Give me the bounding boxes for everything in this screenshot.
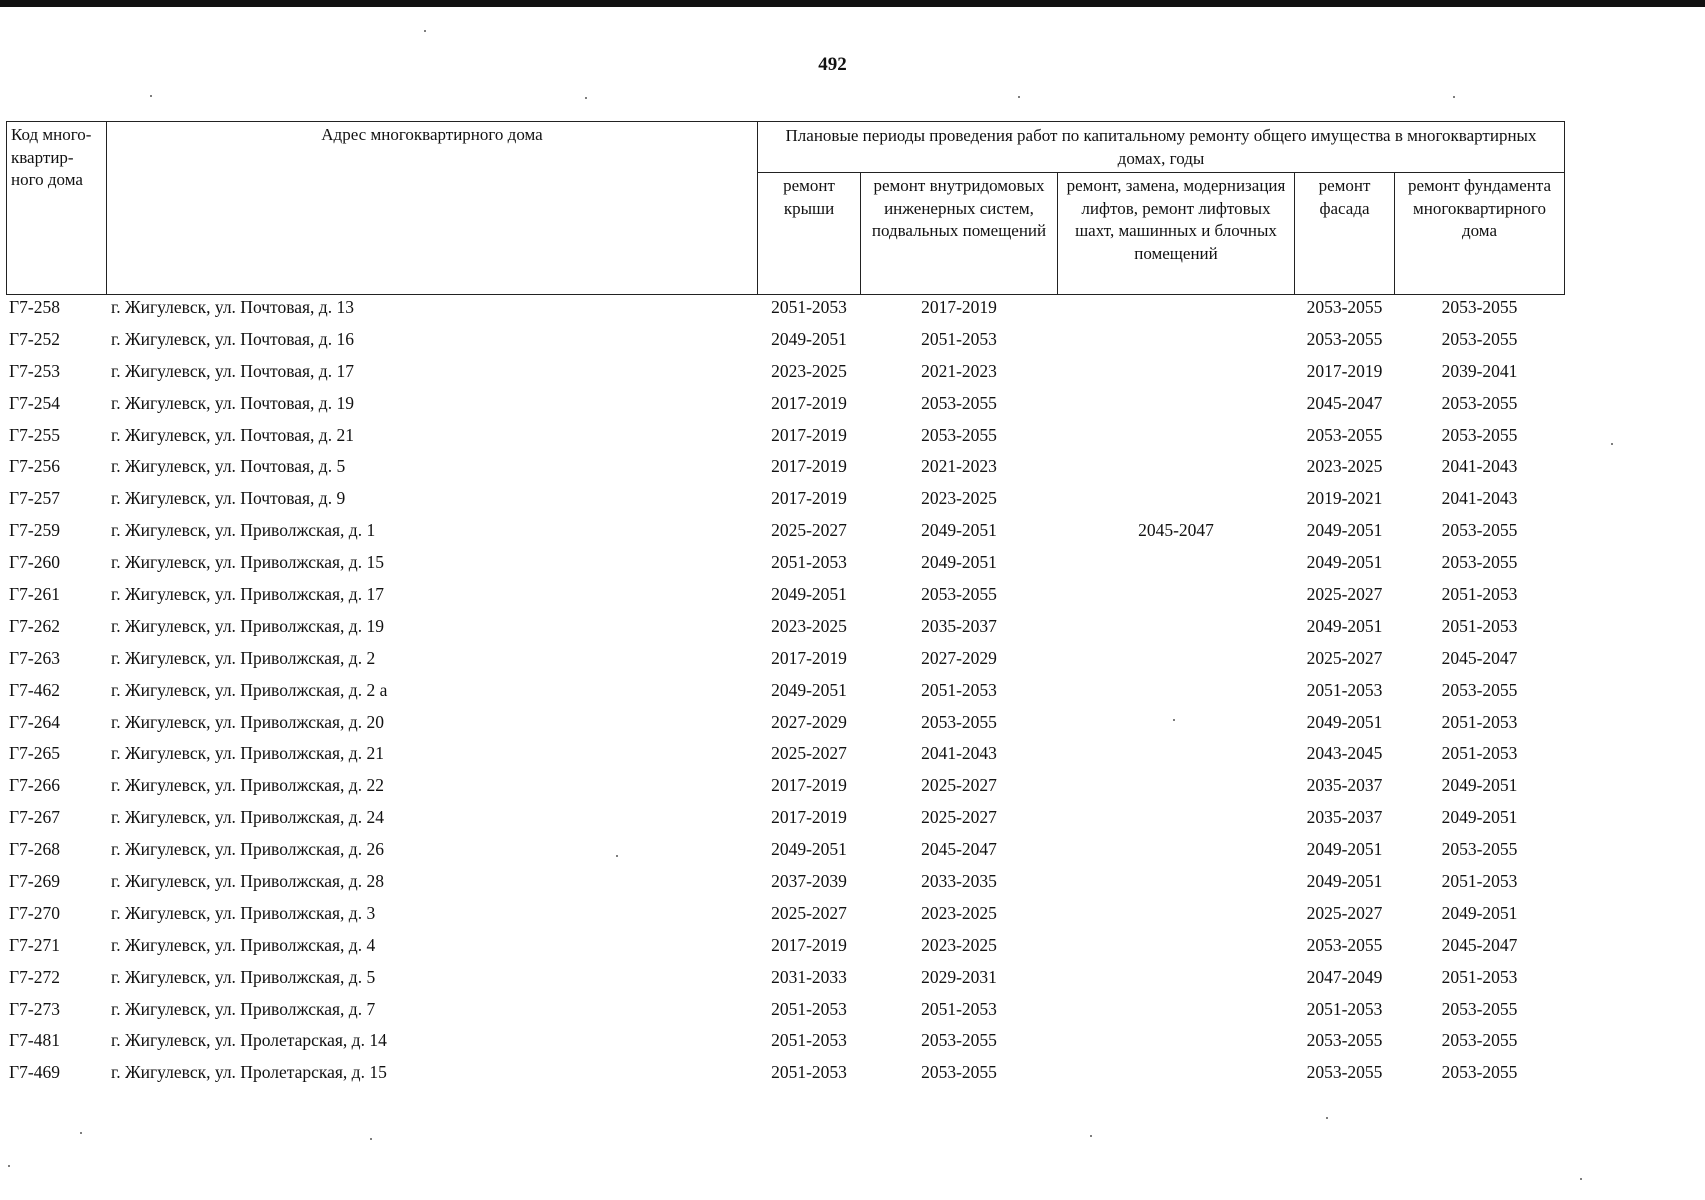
row-facade-period: 2053-2055 xyxy=(1306,424,1383,445)
row-foundation-period: 2053-2055 xyxy=(1441,297,1518,317)
row-address: г. Жигулевск, ул. Приволжская, д. 1 xyxy=(111,520,376,541)
row-foundation-period: 2053-2055 xyxy=(1441,679,1518,700)
table-body xyxy=(0,296,1705,1093)
table-row xyxy=(0,966,1705,998)
scan-speck xyxy=(1580,1178,1582,1180)
row-engineering-period: 2049-2051 xyxy=(921,520,997,541)
row-roof-period: 2037-2039 xyxy=(771,871,847,892)
row-facade-period: 2051-2053 xyxy=(1306,998,1383,1019)
row-engineering-period: 2025-2027 xyxy=(921,807,997,828)
row-roof-period: 2017-2019 xyxy=(771,456,847,477)
table-row xyxy=(0,392,1705,424)
row-facade-period: 2049-2051 xyxy=(1306,839,1383,860)
row-code: Г7-255 xyxy=(9,424,60,445)
row-facade-period: 2025-2027 xyxy=(1306,647,1383,668)
row-code: Г7-272 xyxy=(9,966,60,987)
row-facade-period: 2049-2051 xyxy=(1306,871,1383,892)
row-roof-period: 2023-2025 xyxy=(771,615,847,636)
row-roof-period: 2017-2019 xyxy=(771,775,847,796)
row-address: г. Жигулевск, ул. Приволжская, д. 17 xyxy=(111,584,384,605)
row-facade-period: 2049-2051 xyxy=(1306,615,1383,636)
row-address: г. Жигулевск, ул. Приволжская, д. 2 xyxy=(111,647,376,668)
scan-speck xyxy=(1326,1117,1328,1119)
row-foundation-period: 2053-2055 xyxy=(1441,424,1518,445)
row-foundation-period: 2051-2053 xyxy=(1441,966,1518,987)
row-facade-period: 2025-2027 xyxy=(1306,584,1383,605)
row-address: г. Жигулевск, ул. Приволжская, д. 7 xyxy=(111,998,376,1019)
scan-speck xyxy=(150,95,152,97)
row-engineering-period: 2051-2053 xyxy=(921,328,997,349)
row-code: Г7-258 xyxy=(9,297,60,317)
row-foundation-period: 2049-2051 xyxy=(1441,775,1518,796)
row-foundation-period: 2049-2051 xyxy=(1441,902,1518,923)
row-roof-period: 2017-2019 xyxy=(771,934,847,955)
scan-speck xyxy=(1018,96,1020,98)
row-address: г. Жигулевск, ул. Приволжская, д. 21 xyxy=(111,743,384,764)
row-engineering-period: 2053-2055 xyxy=(921,1030,997,1051)
row-code: Г7-469 xyxy=(9,1062,60,1083)
row-engineering-period: 2053-2055 xyxy=(921,584,997,605)
table-row xyxy=(0,1061,1705,1093)
row-facade-period: 2053-2055 xyxy=(1306,1030,1383,1051)
scan-speck xyxy=(370,1138,372,1140)
table-row xyxy=(0,455,1705,487)
row-foundation-period: 2051-2053 xyxy=(1441,743,1518,764)
row-code: Г7-254 xyxy=(9,392,60,413)
table-row xyxy=(0,742,1705,774)
row-roof-period: 2049-2051 xyxy=(771,584,847,605)
row-foundation-period: 2051-2053 xyxy=(1441,584,1518,605)
table-row xyxy=(0,519,1705,551)
row-engineering-period: 2053-2055 xyxy=(921,711,997,732)
row-address: г. Жигулевск, ул. Почтовая, д. 13 xyxy=(111,297,354,317)
row-address: г. Жигулевск, ул. Почтовая, д. 16 xyxy=(111,328,354,349)
row-address: г. Жигулевск, ул. Приволжская, д. 2 а xyxy=(111,679,388,700)
row-address: г. Жигулевск, ул. Приволжская, д. 24 xyxy=(111,807,384,828)
row-engineering-period: 2053-2055 xyxy=(921,392,997,413)
row-engineering-period: 2053-2055 xyxy=(921,424,997,445)
row-roof-period: 2031-2033 xyxy=(771,966,847,987)
row-facade-period: 2045-2047 xyxy=(1306,392,1383,413)
row-address: г. Жигулевск, ул. Приволжская, д. 19 xyxy=(111,615,384,636)
header-facade-repair: ремонт фасада xyxy=(1294,172,1395,295)
page-number: 492 xyxy=(818,54,847,75)
row-code: Г7-264 xyxy=(9,711,60,732)
row-facade-period: 2049-2051 xyxy=(1306,552,1383,573)
row-roof-period: 2051-2053 xyxy=(771,552,847,573)
row-roof-period: 2051-2053 xyxy=(771,1030,847,1051)
row-foundation-period: 2053-2055 xyxy=(1441,392,1518,413)
row-engineering-period: 2023-2025 xyxy=(921,902,997,923)
row-address: г. Жигулевск, ул. Приволжская, д. 26 xyxy=(111,839,384,860)
row-address: г. Жигулевск, ул. Почтовая, д. 9 xyxy=(111,488,346,509)
scan-speck xyxy=(585,97,587,99)
row-address: г. Жигулевск, ул. Пролетарская, д. 15 xyxy=(111,1062,387,1083)
row-roof-period: 2023-2025 xyxy=(771,360,847,381)
table-row xyxy=(0,424,1705,456)
row-code: Г7-253 xyxy=(9,360,60,381)
row-engineering-period: 2035-2037 xyxy=(921,615,997,636)
row-code: Г7-265 xyxy=(9,743,60,764)
row-foundation-period: 2051-2053 xyxy=(1441,615,1518,636)
row-engineering-period: 2041-2043 xyxy=(921,743,997,764)
row-code: Г7-269 xyxy=(9,871,60,892)
scan-speck xyxy=(1173,719,1175,721)
table-row xyxy=(0,487,1705,519)
row-engineering-period: 2029-2031 xyxy=(921,966,997,987)
row-engineering-period: 2025-2027 xyxy=(921,775,997,796)
row-roof-period: 2017-2019 xyxy=(771,392,847,413)
row-engineering-period: 2053-2055 xyxy=(921,1062,997,1083)
row-facade-period: 2053-2055 xyxy=(1306,934,1383,955)
table-row xyxy=(0,838,1705,870)
scan-speck xyxy=(8,1165,10,1167)
row-facade-period: 2017-2019 xyxy=(1306,360,1383,381)
row-code: Г7-270 xyxy=(9,902,60,923)
row-roof-period: 2017-2019 xyxy=(771,807,847,828)
table-row xyxy=(0,806,1705,838)
row-foundation-period: 2053-2055 xyxy=(1441,1030,1518,1051)
row-roof-period: 2027-2029 xyxy=(771,711,847,732)
row-foundation-period: 2045-2047 xyxy=(1441,934,1518,955)
row-engineering-period: 2023-2025 xyxy=(921,934,997,955)
row-engineering-period: 2033-2035 xyxy=(921,871,997,892)
row-lifts-period: 2045-2047 xyxy=(1138,520,1214,541)
row-engineering-period: 2049-2051 xyxy=(921,552,997,573)
row-engineering-period: 2021-2023 xyxy=(921,456,997,477)
row-address: г. Жигулевск, ул. Почтовая, д. 21 xyxy=(111,424,354,445)
row-address: г. Жигулевск, ул. Почтовая, д. 17 xyxy=(111,360,354,381)
row-foundation-period: 2041-2043 xyxy=(1441,456,1518,477)
row-roof-period: 2025-2027 xyxy=(771,902,847,923)
row-foundation-period: 2053-2055 xyxy=(1441,328,1518,349)
table-row xyxy=(0,1029,1705,1061)
scan-speck xyxy=(1611,443,1613,445)
scan-speck xyxy=(616,855,618,857)
row-roof-period: 2049-2051 xyxy=(771,328,847,349)
row-roof-period: 2025-2027 xyxy=(771,520,847,541)
row-engineering-period: 2027-2029 xyxy=(921,647,997,668)
row-engineering-period: 2017-2019 xyxy=(921,297,997,317)
row-foundation-period: 2049-2051 xyxy=(1441,807,1518,828)
row-address: г. Жигулевск, ул. Приволжская, д. 4 xyxy=(111,934,376,955)
table-row xyxy=(0,679,1705,711)
table-row xyxy=(0,551,1705,583)
row-foundation-period: 2053-2055 xyxy=(1441,1062,1518,1083)
row-address: г. Жигулевск, ул. Почтовая, д. 5 xyxy=(111,456,346,477)
table-row xyxy=(0,615,1705,647)
row-foundation-period: 2053-2055 xyxy=(1441,520,1518,541)
row-foundation-period: 2041-2043 xyxy=(1441,488,1518,509)
table-row xyxy=(0,583,1705,615)
row-address: г. Жигулевск, ул. Приволжская, д. 20 xyxy=(111,711,384,732)
table-row xyxy=(0,774,1705,806)
row-facade-period: 2043-2045 xyxy=(1306,743,1383,764)
table-row xyxy=(0,870,1705,902)
row-roof-period: 2049-2051 xyxy=(771,679,847,700)
row-address: г. Жигулевск, ул. Приволжская, д. 15 xyxy=(111,552,384,573)
row-foundation-period: 2053-2055 xyxy=(1441,552,1518,573)
row-roof-period: 2017-2019 xyxy=(771,488,847,509)
table-row xyxy=(0,902,1705,934)
table-row xyxy=(0,328,1705,360)
row-engineering-period: 2051-2053 xyxy=(921,679,997,700)
row-facade-period: 2051-2053 xyxy=(1306,679,1383,700)
row-code: Г7-257 xyxy=(9,488,60,509)
scan-speck xyxy=(80,1132,82,1134)
row-code: Г7-273 xyxy=(9,998,60,1019)
scan-speck xyxy=(424,30,426,32)
scan-top-border xyxy=(0,0,1705,7)
row-code: Г7-252 xyxy=(9,328,60,349)
table-row xyxy=(0,998,1705,1030)
row-foundation-period: 2051-2053 xyxy=(1441,711,1518,732)
row-address: г. Жигулевск, ул. Приволжская, д. 3 xyxy=(111,902,376,923)
scan-speck xyxy=(1090,1135,1092,1137)
header-address: Адрес многоквартирного дома xyxy=(106,121,758,295)
row-address: г. Жигулевск, ул. Приволжская, д. 5 xyxy=(111,966,376,987)
row-engineering-period: 2051-2053 xyxy=(921,998,997,1019)
row-roof-period: 2051-2053 xyxy=(771,297,847,317)
row-code: Г7-260 xyxy=(9,552,60,573)
row-code: Г7-259 xyxy=(9,520,60,541)
row-roof-period: 2025-2027 xyxy=(771,743,847,764)
row-code: Г7-462 xyxy=(9,679,60,700)
header-code: Код много-квартир-ного дома xyxy=(6,121,107,295)
row-code: Г7-271 xyxy=(9,934,60,955)
row-code: Г7-267 xyxy=(9,807,60,828)
row-facade-period: 2053-2055 xyxy=(1306,297,1383,317)
row-facade-period: 2053-2055 xyxy=(1306,328,1383,349)
row-facade-period: 2023-2025 xyxy=(1306,456,1383,477)
table-row xyxy=(0,296,1705,328)
row-foundation-period: 2051-2053 xyxy=(1441,871,1518,892)
row-facade-period: 2025-2027 xyxy=(1306,902,1383,923)
row-facade-period: 2019-2021 xyxy=(1306,488,1383,509)
row-code: Г7-268 xyxy=(9,839,60,860)
table-row xyxy=(0,647,1705,679)
row-roof-period: 2017-2019 xyxy=(771,424,847,445)
row-foundation-period: 2039-2041 xyxy=(1441,360,1518,381)
table-row xyxy=(0,711,1705,743)
row-roof-period: 2049-2051 xyxy=(771,839,847,860)
row-code: Г7-256 xyxy=(9,456,60,477)
row-engineering-period: 2045-2047 xyxy=(921,839,997,860)
row-roof-period: 2051-2053 xyxy=(771,1062,847,1083)
row-foundation-period: 2045-2047 xyxy=(1441,647,1518,668)
table-row xyxy=(0,934,1705,966)
row-code: Г7-261 xyxy=(9,584,60,605)
row-facade-period: 2035-2037 xyxy=(1306,775,1383,796)
row-code: Г7-481 xyxy=(9,1030,60,1051)
row-address: г. Жигулевск, ул. Пролетарская, д. 14 xyxy=(111,1030,387,1051)
header-planned-periods: Плановые периоды проведения работ по капитальному ремонту общего имущества в многоквартирных домах, годы xyxy=(757,121,1565,173)
row-code: Г7-262 xyxy=(9,615,60,636)
header-roof-repair: ремонт крыши xyxy=(757,172,861,295)
header-lifts: ремонт, замена, модернизация лифтов, ремонт лифтовых шахт, машинных и блочных помещений xyxy=(1057,172,1295,295)
row-facade-period: 2035-2037 xyxy=(1306,807,1383,828)
row-engineering-period: 2023-2025 xyxy=(921,488,997,509)
row-facade-period: 2049-2051 xyxy=(1306,711,1383,732)
row-engineering-period: 2021-2023 xyxy=(921,360,997,381)
scan-speck xyxy=(1453,96,1455,98)
row-facade-period: 2049-2051 xyxy=(1306,520,1383,541)
row-facade-period: 2047-2049 xyxy=(1306,966,1383,987)
row-address: г. Жигулевск, ул. Приволжская, д. 22 xyxy=(111,775,384,796)
row-roof-period: 2017-2019 xyxy=(771,647,847,668)
row-foundation-period: 2053-2055 xyxy=(1441,998,1518,1019)
row-address: г. Жигулевск, ул. Приволжская, д. 28 xyxy=(111,871,384,892)
header-engineering-systems: ремонт внутридомовых инженерных систем, подвальных помещений xyxy=(860,172,1058,295)
row-facade-period: 2053-2055 xyxy=(1306,1062,1383,1083)
row-address: г. Жигулевск, ул. Почтовая, д. 19 xyxy=(111,392,354,413)
row-code: Г7-263 xyxy=(9,647,60,668)
row-foundation-period: 2053-2055 xyxy=(1441,839,1518,860)
table-row xyxy=(0,360,1705,392)
row-code: Г7-266 xyxy=(9,775,60,796)
row-roof-period: 2051-2053 xyxy=(771,998,847,1019)
header-foundation-repair: ремонт фундамента многоквартирного дома xyxy=(1394,172,1565,295)
